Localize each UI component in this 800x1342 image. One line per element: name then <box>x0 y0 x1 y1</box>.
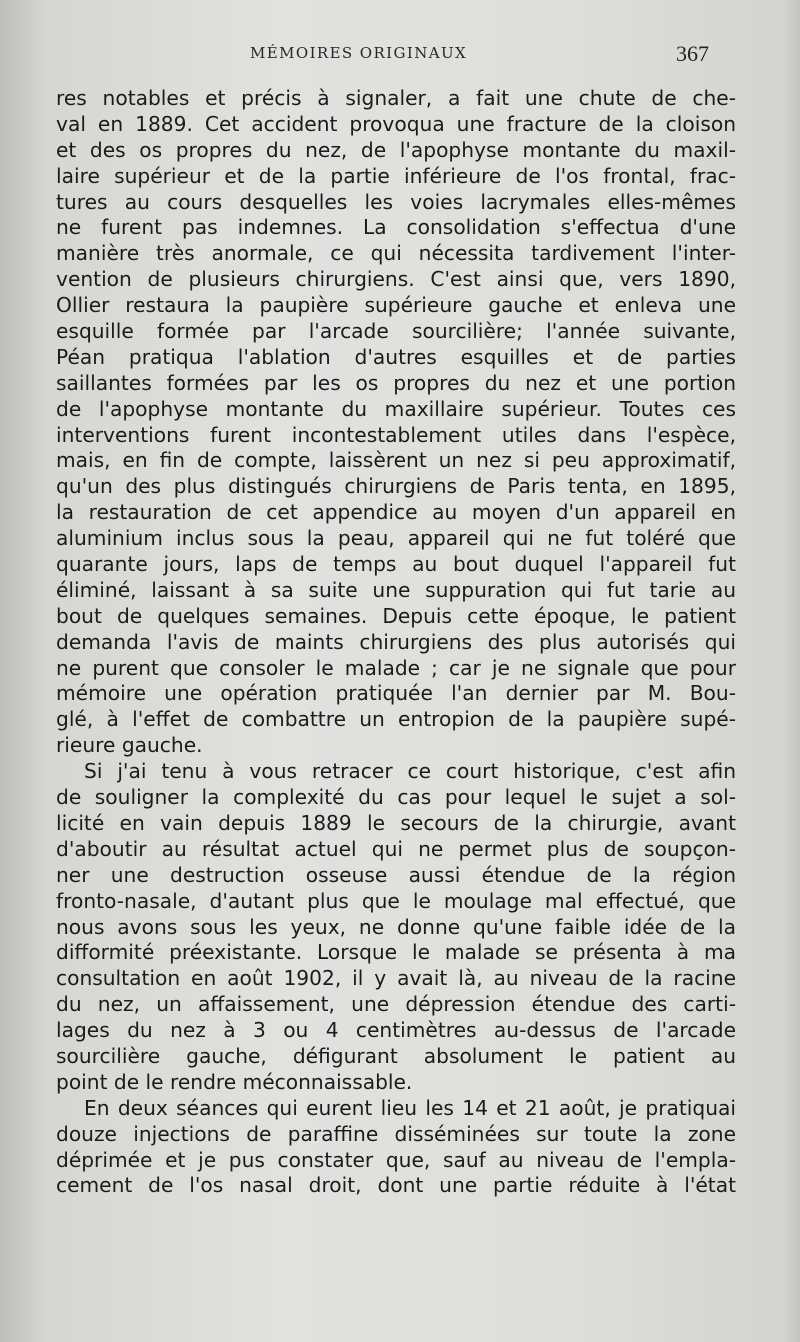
paragraph-start-line: Si j'ai tenu à vous retracer ce court historique, c'est afin <box>84 759 736 784</box>
text-line: lages du nez à 3 ou 4 centimètres au-dessus de l'arcade <box>56 1018 736 1043</box>
paragraph-start-line: En deux séances qui eurent lieu les 14 et 21 août, je pratiquai <box>84 1095 736 1120</box>
text-line: ner une destruction osseuse aussi étendue de la région <box>56 862 736 887</box>
text-line: esquille formée par l'arcade sourcilière; l'année suivante, <box>56 319 736 344</box>
text-line: saillantes formées par les os propres du nez et une portion <box>56 370 736 395</box>
text-line: licité en vain depuis 1889 le secours de la chirurgie, avant <box>56 810 736 835</box>
text-line: de l'apophyse montante du maxillaire supérieur. Toutes ces <box>56 396 736 421</box>
paragraph-end-line: rieure gauche. <box>56 733 203 758</box>
text-line: glé, à l'effet de combattre un entropion de la paupière supé- <box>56 707 736 732</box>
text-line: demanda l'avis de maints chirurgiens des plus autorisés qui <box>56 629 736 654</box>
text-line: consultation en août 1902, il y avait là, au niveau de la racine <box>56 966 736 991</box>
running-title: MÉMOIRES ORIGINAUX <box>250 44 468 62</box>
text-line: du nez, un affaissement, une dépression étendue des carti- <box>56 992 736 1017</box>
text-line: de souligner la complexité du cas pour lequel le sujet a sol- <box>56 785 736 810</box>
text-line: fronto-nasale, d'autant plus que le moulage mal effectué, que <box>56 888 736 913</box>
text-line: mais, en fin de compte, laissèrent un nez si peu approximatif, <box>56 448 736 473</box>
text-line: la restauration de cet appendice au moyen d'un appareil en <box>56 500 736 525</box>
text-line: cement de l'os nasal droit, dont une partie réduite à l'état <box>56 1173 736 1198</box>
text-line: quarante jours, laps de temps au bout duquel l'appareil fut <box>56 552 736 577</box>
text-line: Péan pratiqua l'ablation d'autres esquilles et de parties <box>56 344 736 369</box>
text-line: difformité préexistante. Lorsque le malade se présenta à ma <box>56 940 736 965</box>
text-line: res notables et précis à signaler, a fait une chute de che- <box>56 86 736 110</box>
text-line: laire supérieur et de la partie inférieure de l'os frontal, frac- <box>56 163 736 188</box>
text-line: interventions furent incontestablement utiles dans l'espèce, <box>56 422 736 447</box>
text-line: manière très anormale, ce qui nécessita tardivement l'inter- <box>56 241 736 266</box>
body-text <box>56 86 736 1199</box>
paragraph-end-line: point de le rendre méconnaissable. <box>56 1069 413 1094</box>
text-line: ne purent que consoler le malade ; car je ne signale que pour <box>56 655 736 680</box>
text-line: mémoire une opération pratiquée l'an dernier par M. Bou- <box>56 681 736 706</box>
page-number: 367 <box>676 41 709 66</box>
text-line: nous avons sous les yeux, ne donne qu'une faible idée de la <box>56 914 736 939</box>
text-line: Ollier restaura la paupière supérieure gauche et enleva une <box>56 293 736 318</box>
text-line: tures au cours desquelles les voies lacrymales elles-mêmes <box>56 189 736 214</box>
text-line: val en 1889. Cet accident provoqua une fracture de la cloison <box>56 111 736 136</box>
text-line: aluminium inclus sous la peau, appareil qui ne fut toléré que <box>56 526 736 551</box>
text-line: d'aboutir au résultat actuel qui ne permet plus de soupçon- <box>56 836 736 861</box>
text-line: ne furent pas indemnes. La consolidation s'effectua d'une <box>56 215 736 240</box>
text-line: qu'un des plus distingués chirurgiens de Paris tenta, en 1895, <box>56 474 736 499</box>
text-line: déprimée et je pus constater que, sauf au niveau de l'empla- <box>56 1147 736 1172</box>
text-line: bout de quelques semaines. Depuis cette époque, le patient <box>56 603 736 628</box>
text-line: vention de plusieurs chirurgiens. C'est ainsi que, vers 1890, <box>56 267 736 292</box>
text-line: douze injections de paraffine disséminées sur toute la zone <box>56 1121 736 1146</box>
text-line: et des os propres du nez, de l'apophyse montante du maxil- <box>56 137 736 162</box>
text-line: sourcilière gauche, défigurant absolument le patient au <box>56 1043 736 1068</box>
text-line: éliminé, laissant à sa suite une suppuration qui fut tarie au <box>56 577 736 602</box>
page-edge-shadow <box>782 0 800 1342</box>
